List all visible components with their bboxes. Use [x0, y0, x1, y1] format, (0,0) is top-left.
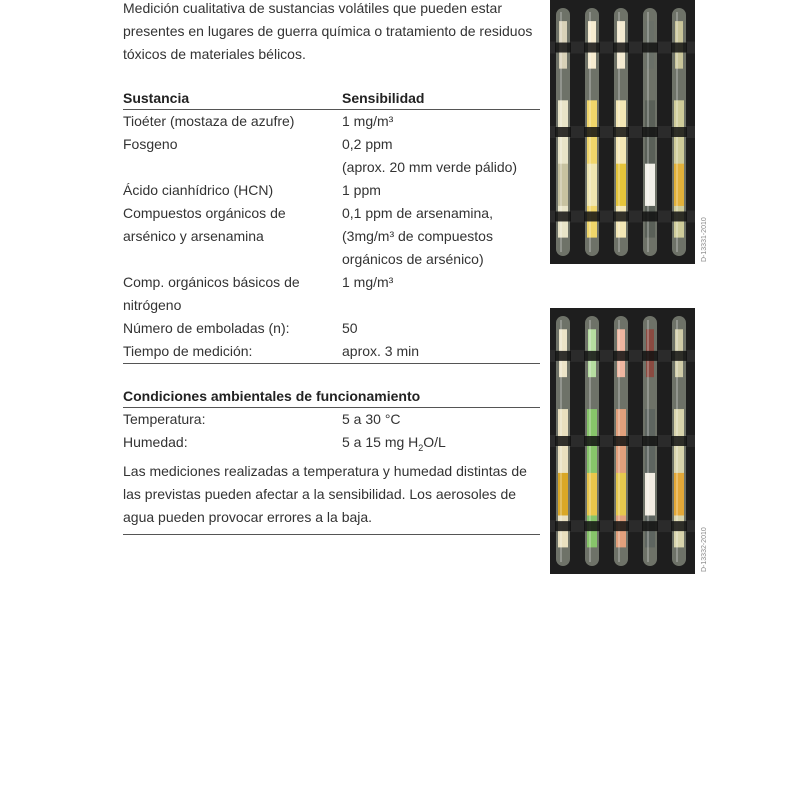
tube-photo-2-image [550, 308, 695, 574]
column-header-substance: Sustancia [123, 90, 190, 106]
test-tube [584, 316, 600, 566]
conditions-title [123, 386, 540, 408]
column-header-sensitivity: Sensibilidad [342, 90, 425, 106]
test-tube [671, 316, 687, 566]
test-tube [555, 316, 571, 566]
conditions-section [123, 386, 540, 535]
temperature-value: 5 a 30 °C [342, 411, 401, 427]
substance-cell: Ácido cianhídrico (HCN) [123, 182, 274, 198]
test-tube [642, 8, 658, 256]
table-header [123, 88, 540, 110]
tube-photo-1-image [550, 0, 695, 264]
sensitivity-cell: 0,1 ppm de arsenamina, (3mg/m³ de compuestos orgánicos de arsénico) [342, 205, 493, 267]
photo-1-caption: D-13331-2010 [701, 217, 708, 262]
sensitivity-cell: 1 ppm [342, 182, 381, 198]
sensitivity-cell: 50 [342, 320, 358, 336]
sensitivity-cell: 1 mg/m³ [342, 113, 394, 129]
table-row [123, 317, 540, 340]
test-tube [555, 8, 571, 256]
table-row [123, 179, 540, 202]
table-row [123, 271, 540, 317]
substance-cell: Número de emboladas (n): [123, 320, 290, 336]
temperature-label: Temperatura: [123, 411, 206, 427]
substance-cell: Comp. orgánicos básicos de nitrógeno [123, 274, 300, 313]
test-tube [584, 8, 600, 256]
test-tube [642, 316, 658, 566]
substance-cell: Tioéter (mostaza de azufre) [123, 113, 295, 129]
table-row [123, 340, 540, 364]
table-row [123, 110, 540, 133]
table-row [123, 202, 540, 271]
humidity-value-suffix: O/L [423, 434, 446, 450]
test-tube [613, 316, 629, 566]
substance-cell: Tiempo de medición: [123, 343, 253, 359]
test-tube [613, 8, 629, 256]
substances-table [123, 88, 540, 364]
humidity-row [123, 431, 540, 460]
intro-paragraph: Medición cualitativa de sustancias volátiles que pueden estar presentes en lugares de guerra química o tratamiento de residuos tóxicos de materiales bélicos. [123, 0, 533, 62]
sensitivity-cell: aprox. 3 min [342, 343, 420, 359]
temperature-row [123, 408, 540, 431]
sensitivity-cell: 1 mg/m³ [342, 274, 394, 290]
humidity-value-prefix: 5 a 15 mg H [342, 434, 419, 450]
tube-photo-1 [550, 0, 695, 264]
humidity-value [342, 431, 540, 460]
substance-cell: Compuestos orgánicos de arsénico y arsenamina [123, 205, 286, 244]
humidity-label: Humedad: [123, 434, 188, 450]
conditions-title-text: Condiciones ambientales de funcionamiento [123, 388, 421, 404]
photo-2-caption: D-13332-2010 [701, 527, 708, 572]
table-row [123, 133, 540, 179]
substance-cell: Fosgeno [123, 136, 178, 152]
test-tube [671, 8, 687, 256]
humidity-value-subscript: 2 [418, 442, 424, 453]
tube-photo-2 [550, 308, 695, 574]
sensitivity-cell: 0,2 ppm (aprox. 20 mm verde pálido) [342, 136, 518, 175]
conditions-note: Las mediciones realizadas a temperatura y humedad distintas de las previstas pueden afectar a la sensibilidad. Los aerosoles de agua pueden provocar errores a la baja. [123, 460, 540, 535]
